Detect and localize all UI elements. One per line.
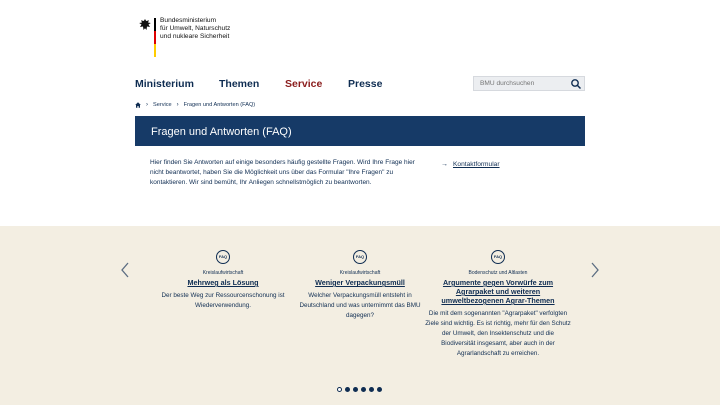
breadcrumb (135, 102, 255, 108)
logo-text[interactable] (160, 17, 230, 41)
card-text: Der beste Weg zur Ressourcenschonung ist Wiederverwendung. (161, 292, 285, 309)
carousel-prev-button[interactable] (119, 262, 131, 278)
contact-link-row[interactable] (441, 161, 500, 168)
faq-card[interactable] (285, 250, 435, 321)
search-icon[interactable] (570, 78, 582, 90)
carousel-dot[interactable] (353, 387, 358, 392)
card-title-link[interactable]: Argumente gegen Vorwürfe zum Agrarpaket und weiteren umweltbezogenen Agrar-Themen (441, 278, 555, 305)
contact-form-link[interactable]: Kontaktformular (453, 161, 500, 168)
page-title: Fragen und Antworten (FAQ) (151, 126, 292, 138)
card-title-link[interactable]: Mehrweg als Lösung (187, 278, 259, 287)
page-title-banner (135, 116, 585, 146)
nav-item-presse[interactable]: Presse (348, 78, 383, 90)
chevron-right-icon: › (176, 102, 179, 108)
search-box (473, 76, 585, 91)
arrow-right-icon: → (441, 161, 448, 168)
card-text: Die mit dem sogenannten "Agrarpaket" verfolgten Ziele sind wichtig. Es ist richtig, mehr für den Schutz der Umwelt, den Insektenschutz und die Biodiversität insgesamt, aber auch in der Agrarlandschaft zu erreichen. (425, 310, 571, 357)
breadcrumb-item-current: Fragen und Antworten (FAQ) (183, 102, 256, 108)
faq-badge-icon: FAQ (216, 250, 230, 264)
faq-badge-icon: FAQ (353, 250, 367, 264)
nav-item-themen[interactable]: Themen (219, 78, 260, 90)
card-title-link[interactable]: Weniger Verpackungsmüll (315, 278, 405, 287)
card-text: Welcher Verpackungsmüll entsteht in Deutschland und was unternimmt das BMU dagegen? (299, 292, 421, 319)
chevron-right-icon: › (146, 102, 148, 108)
faq-card[interactable] (423, 250, 573, 359)
card-category: Bodenschutz und Altlasten (468, 270, 528, 276)
card-category: Kreislaufwirtschaft (202, 270, 244, 276)
search-input[interactable] (474, 80, 566, 87)
carousel-dot[interactable] (377, 387, 382, 392)
eagle-icon (138, 18, 152, 32)
carousel-dot[interactable] (361, 387, 366, 392)
breadcrumb-item-service[interactable]: Service (153, 102, 172, 108)
carousel-dot[interactable] (345, 387, 350, 392)
carousel-dot[interactable] (369, 387, 374, 392)
nav-item-service[interactable]: Service (285, 78, 323, 90)
logo-line-2: für Umwelt, Naturschutz (160, 25, 231, 32)
carousel-pagination (337, 387, 382, 392)
nav-item-ministerium[interactable]: Ministerium (135, 78, 194, 90)
logo-line-1: Bundesministerium (160, 17, 217, 24)
flag-bar (154, 18, 156, 57)
faq-badge-icon: FAQ (491, 250, 505, 264)
intro-text: Hier finden Sie Antworten auf einige besonders häufig gestellte Fragen. Wird Ihre Frage hier nicht beantwortet, haben Sie die Möglichkeit uns über das Formular "Ihre Fragen" zu kontaktieren. Wir sind bemüht, Ihr Anliegen schnellstmöglich zu beantworten. (150, 159, 415, 186)
faq-carousel (0, 226, 720, 405)
faq-card[interactable] (148, 250, 298, 311)
logo-line-3: und nukleare Sicherheit (160, 33, 230, 40)
home-icon[interactable] (135, 102, 141, 108)
carousel-dot[interactable] (337, 387, 342, 392)
carousel-next-button[interactable] (589, 262, 601, 278)
card-category: Kreislaufwirtschaft (339, 270, 381, 276)
main-nav (135, 78, 382, 90)
